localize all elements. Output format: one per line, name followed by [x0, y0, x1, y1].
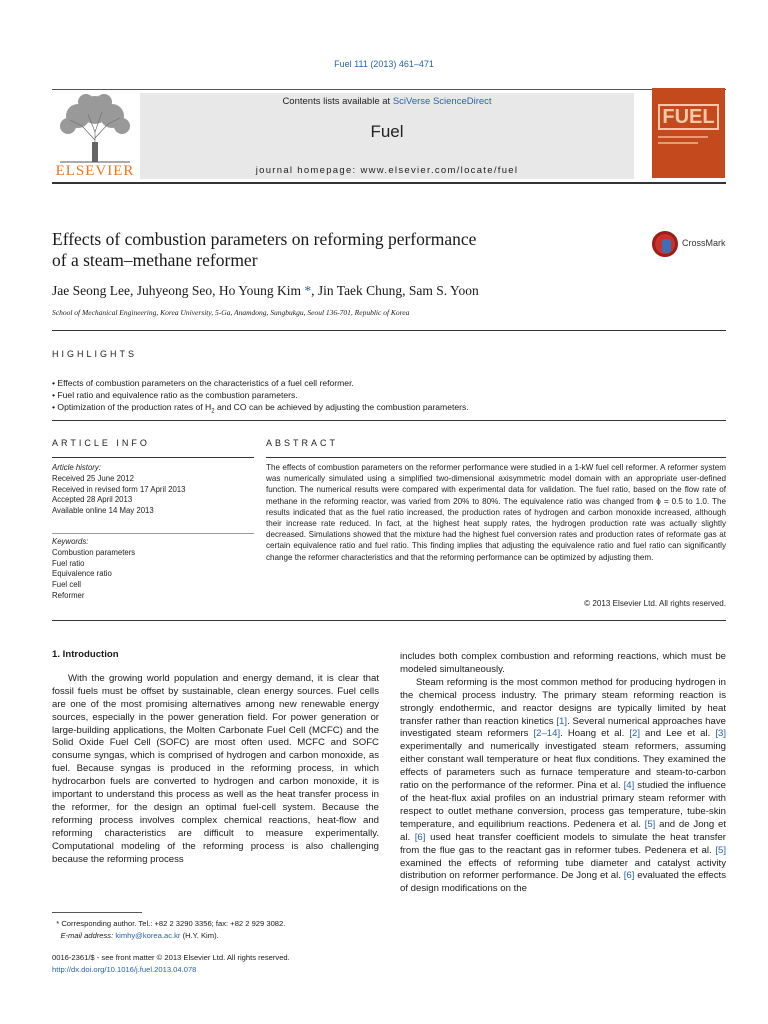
crossmark-label: CrossMark [682, 238, 726, 248]
journal-citation[interactable]: Fuel 111 (2013) 461–471 [334, 59, 434, 69]
highlights-list [52, 377, 722, 418]
history-label: Article history: [52, 463, 101, 472]
divider [266, 457, 726, 458]
elsevier-wordmark: ELSEVIER [55, 163, 135, 179]
keyword: Reformer [52, 590, 85, 600]
keywords [52, 537, 254, 602]
affiliation: School of Mechanical Engineering, Korea University, 5-Ga, Anamdong, Sungbukgu, Seoul 136-701, Republic of Korea [52, 308, 410, 317]
history-accepted: Accepted 28 April 2013 [52, 495, 133, 505]
correspondence-note [52, 918, 379, 930]
title-line-1: Effects of combustion parameters on reforming performance [52, 229, 477, 249]
email-note [52, 930, 379, 942]
citation-link[interactable]: [2–14] [533, 728, 561, 740]
cover-line [658, 136, 708, 138]
authors-first: Jae Seong Lee, Juhyeong Seo, Ho Young Kim [52, 283, 301, 298]
title-line-2: of a steam–methane reformer [52, 250, 258, 270]
citation-link[interactable]: [5] [715, 844, 726, 856]
citation-link[interactable]: [6] [623, 870, 635, 882]
keyword: Equivalence ratio [52, 569, 112, 579]
journal-banner [140, 93, 634, 179]
email-link[interactable]: kimhy@korea.ac.kr [115, 930, 181, 940]
journal-title: Fuel [370, 122, 404, 141]
keyword: Fuel cell [52, 580, 82, 590]
divider [52, 533, 254, 534]
body-left-column [52, 649, 379, 867]
keyword: Combustion parameters [52, 547, 136, 557]
corresponding-author-star[interactable]: * [301, 283, 312, 298]
issn-line: 0016-2361/$ - see front matter © 2013 Elsevier Ltd. All rights reserved. [52, 953, 290, 962]
divider [52, 330, 726, 331]
sciencedirect-link[interactable]: SciVerse ScienceDirect [392, 96, 492, 107]
body-right-column [400, 651, 726, 896]
footnote [52, 918, 379, 941]
cover-line [658, 142, 698, 144]
citation-link[interactable]: [2] [629, 728, 641, 740]
correspondence-text: Corresponding author. Tel.: +82 2 3290 3356; fax: +82 2 929 3082. [59, 919, 286, 928]
email-label: E-mail address: [60, 930, 114, 940]
highlights-heading: HIGHLIGHTS [52, 349, 138, 359]
email-suffix: (H.Y. Kim). [180, 930, 219, 940]
crossmark-icon [652, 231, 678, 257]
homepage-url[interactable]: www.elsevier.com/locate/fuel [360, 165, 519, 176]
header-top-rule [52, 89, 726, 90]
author-list [52, 283, 722, 299]
issn-block [52, 952, 452, 975]
history-online: Available online 14 May 2013 [52, 506, 154, 516]
authors-rest: , Jin Taek Chung, Sam S. Yoon [311, 283, 479, 298]
citation-link[interactable]: [4] [623, 780, 635, 792]
abstract-text: The effects of combustion parameters on the reformer performance were studied in a 1-kW fuel cell reformer. A reformer system was numerically simulated using a simplified two-dimensional axisymmetric model domain with an appropriate user-defined function. The numerical results were compared with experimental data for validation. The fuel ratio, based on the flow rate of methane in the reforming reactor, was varied from 20% to 80%. The equivalence ratio was changed from ϕ = 0.5 to 1.0. The results indicated that as the fuel ratio increased, the production rates of hydrogen and carbon monoxide increased, although their increase rate reduced. In fact, at the highest heat supply rates, the hydrogen production rate was actually slightly decreased. Simulations showed that the mixture had the highest fuel conversion rates and production rates of reformate gas at certain equivalence ratio and fuel ratio. This finding implies that adjusting the equivalence ratio and fuel ratio can significantly change the reformer characteristics and that the reforming performance can be optimized by adjusting them. [266, 463, 726, 562]
header-bottom-rule [52, 182, 726, 184]
citation-link[interactable]: [1] [556, 715, 568, 727]
citation-link[interactable]: [6] [414, 831, 426, 843]
homepage-prefix: journal homepage: [255, 165, 361, 176]
crossmark-badge[interactable] [652, 231, 732, 259]
keyword: Fuel ratio [52, 558, 85, 568]
tree-icon [52, 92, 138, 164]
history-received: Received 25 June 2012 [52, 473, 134, 483]
homepage-line [140, 165, 634, 176]
divider [52, 420, 726, 421]
paragraph: Steam reforming is the most common method for producing hydrogen in the chemical process industry. The primary steam reforming reaction is strongly endothermic, and reactor designs are typically limited by heat transfer rather than reaction kinetics [1]. Several numerical approaches have investigated steam reformers [2–14]. Hoang et al. [2] and Lee et al. [3] experimentally and numerically investigated steam reformers, assuming either constant wall temperature or heat flux conditions. They examined the effects of parameters such as furnace temperature and steam-to-carbon ratio on the performance of the reformer. Pina et al. [4] studied the influence of the heat-flux axial profiles on an industrial primary steam reformer with respect to outlet methane conversion, process gas temperature, tube-skin temperature, and equilibrium reactions. Pedenera et al. [5] and de Jong et al. [6] used heat transfer coefficient models to simulate the heat transfer from the flue gas to the reactant gas in reformer tubes. Pedenera et al. [5] examined the effects of reforming tube diameter and catalyst activity distribution on reformer performance. De Jong et al. [6] evaluated the effects of design modifications on the [400, 676, 727, 895]
article-title [52, 229, 612, 271]
divider [52, 457, 254, 458]
elsevier-logo [52, 92, 138, 180]
highlight-item: • Effects of combustion parameters on the characteristics of a fuel cell reformer. [52, 377, 722, 389]
highlight-item: • Optimization of the production rates of $H_2$ and CO can be achieved by adjusting the combustion parameters. [52, 401, 722, 418]
abstract-copyright: © 2013 Elsevier Ltd. All rights reserved. [584, 599, 726, 608]
contents-line [140, 96, 634, 107]
cover-title: FUEL [658, 104, 719, 130]
citation-link[interactable]: [5] [644, 818, 656, 830]
section-heading-introduction: 1. Introduction [52, 649, 119, 660]
paragraph: includes both complex combustion and reforming reactions, which must be modeled simultaneously. [400, 651, 726, 675]
citation-link[interactable]: [3] [715, 728, 727, 740]
footnote-rule [52, 912, 142, 913]
paragraph: With the growing world population and energy demand, it is clear that fossil fuels must be offset by sustainable, clean energy sources. Fuel cells are one of the most promising alternatives among new renewable energy sources, especially in the power generation field. For power generation or large-building applications, the Molten Carbonate Fuel Cell (MCFC) and the Solid Oxide Fuel Cell (SOFC) are most often used. MCFC and SOFC consume syngas, which is comprised of hydrogen and carbon monoxide, as fuel. Because syngas is produced in the reforming process, in which hydrocarbon fuels are converted to hydrogen and carbon monoxide, it is important to understand this process as well as the heat transfer process in the reformer, for the design an optimal fuel-cell system. Because the reforming process involves complex chemical reactions, heat-flow and reforming characteristics are difficult to measure experimentally. Computational modeling of the reforming process is also challenging because the reforming process [52, 672, 379, 865]
highlight-item: • Fuel ratio and equivalence ratio as the combustion parameters. [52, 389, 722, 401]
contents-prefix: Contents lists available at [282, 96, 393, 107]
article-history [52, 463, 254, 517]
history-revised: Received in revised form 17 April 2013 [52, 484, 186, 494]
footnote-star: * [56, 919, 60, 928]
keywords-label: Keywords: [52, 537, 89, 546]
journal-cover [652, 88, 725, 178]
abstract-heading: ABSTRACT [266, 438, 339, 448]
article-info-heading: ARTICLE INFO [52, 438, 150, 448]
doi-link[interactable]: http://dx.doi.org/10.1016/j.fuel.2013.04.078 [52, 964, 197, 974]
divider [52, 620, 726, 621]
